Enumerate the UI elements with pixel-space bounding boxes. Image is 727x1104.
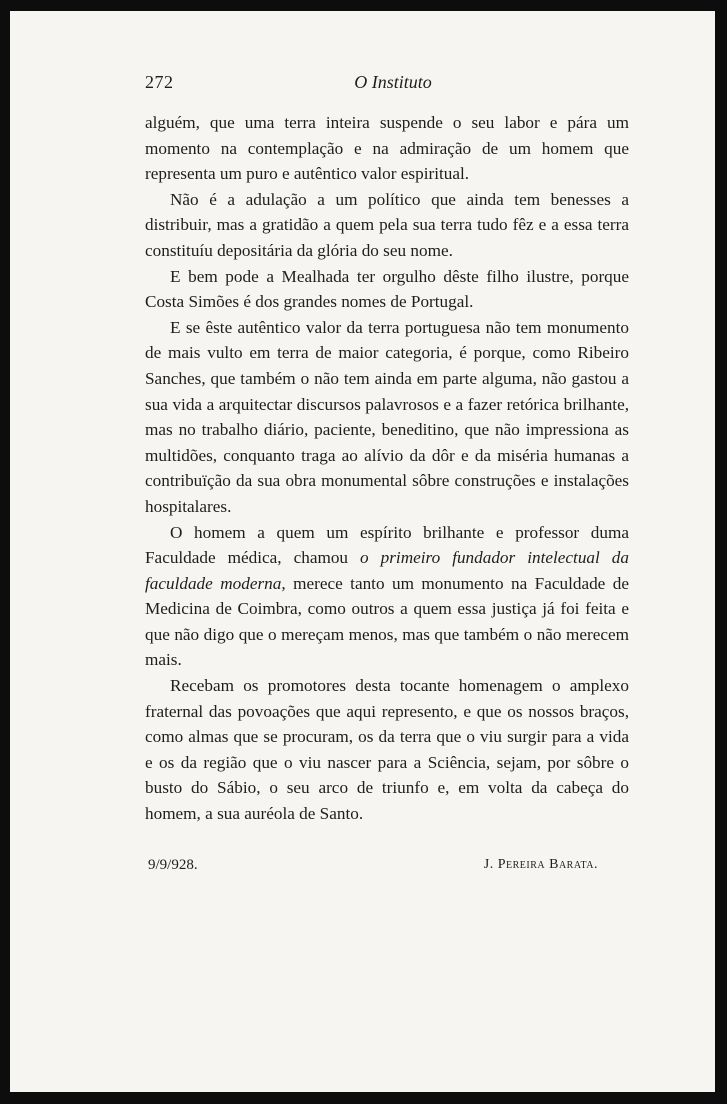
running-title: O Instituto (354, 72, 432, 92)
page-number: 272 (145, 72, 174, 92)
page-header (145, 72, 601, 100)
paragraph-1: alguém, que uma terra inteira suspende o seu labor e pára um momento na contemplação e na admiração de um homem que representa um puro e autêntico valor espiritual. (145, 113, 629, 184)
paragraph-2: Não é a adulação a um político que ainda tem benesses a distribuir, mas a gratidão a quem pela sua terra tudo fêz e a essa terra constituíu depositária da glória do seu nome. (145, 189, 629, 260)
paragraph-5-italic-quote: o primeiro fundador intelectual da faculdade moderna, (145, 548, 629, 593)
paragraph-3: E bem pode a Mealhada ter orgulho dêste filho ilustre, porque Costa Simões é dos grandes nomes de Portugal. (145, 266, 629, 312)
paragraph-6: Recebam os promotores desta tocante homenagem o amplexo fraternal das povoações que aqui represento, e que os nossos braços, como almas que se procuram, os da terra que o viu surgir para a vida e os da região que o viu nascer para a Sciência, sejam, por sôbre o busto do Sábio, o seu arco de triunfo e, em volta da cabeça do homem, a sua auréola de Santo. (145, 676, 629, 824)
document-page (10, 11, 715, 1092)
paragraph-4: E se êste autêntico valor da terra portuguesa não tem monumento de mais vulto em terra de maior categoria, é porque, como Ribeiro Sanches, que também o não tem ainda em parte alguma, não gastou a sua vida a arquitectar discursos palavrosos e a fazer retórica brilhante, mas no trabalho diário, paciente, beneditino, que não impressiona as multidões, conquanto traga ao alívio da dôr e da miséria humanas a contribuïção da sua obra monumental sôbre construções e instalações hospitalares. (145, 317, 629, 516)
paragraph-5-before: O homem a quem um espírito brilhante e professor duma Faculdade médica, chamou (145, 522, 629, 568)
letter-date: 9/9/928. (148, 857, 198, 873)
paragraph-5-after: merece tanto um monumento na Faculdade de Medicina de Coimbra, como outros a quem essa justiça já foi feita e que não digo que o mereçam menos, mas que também o não merecem mais. (145, 573, 629, 670)
paragraph-5 (145, 520, 629, 674)
author-signature: J. Pereira Barata. (483, 857, 598, 872)
page-footer (148, 857, 598, 881)
body-text (145, 110, 629, 827)
